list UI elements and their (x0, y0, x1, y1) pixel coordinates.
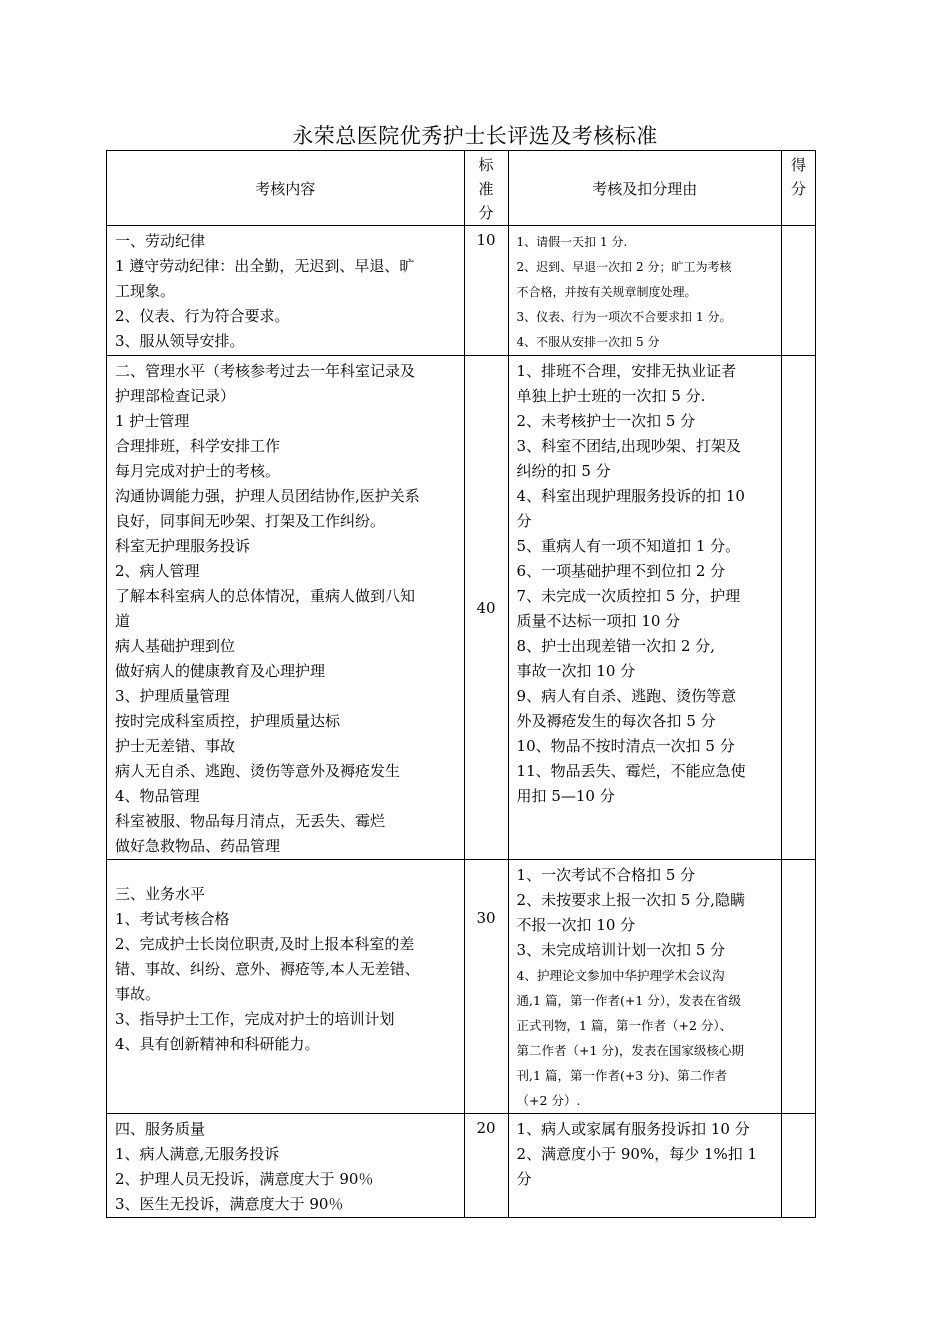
content-cell (107, 226, 465, 356)
content-line: 了解本科室病人的总体情况，重病人做到八知 (115, 587, 416, 605)
standard-cell (464, 1114, 508, 1218)
standard-cell (464, 860, 508, 1114)
header-standard (464, 151, 508, 226)
reason-line: 正式刊物，1 篇，第一作者（+2 分）、 (516, 1018, 733, 1033)
content-line: 3、指导护士工作，完成对护士的培训计划 (115, 1010, 395, 1028)
header-reason: 考核及扣分理由 (508, 151, 781, 226)
content-line: 4、具有创新精神和科研能力。 (115, 1035, 320, 1053)
content-line: 科室无护理服务投诉 (115, 537, 251, 555)
standard-cell (464, 356, 508, 860)
score-cell[interactable] (781, 1114, 815, 1218)
content-line: 1、考试考核合格 (115, 910, 230, 928)
content-line: 2、护理人员无投诉，满意度大于 90％ (115, 1170, 374, 1188)
header-score-char: 分 (790, 180, 806, 198)
header-score-char: 得 (790, 156, 806, 174)
content-line: 病人基础护理到位 (115, 637, 236, 655)
reason-line: 3、科室不团结,出现吵架、打架及 (516, 437, 741, 455)
reason-line: 2、迟到、早退一次扣 2 分；旷工为考核 (516, 260, 732, 274)
content-cell (107, 1114, 465, 1218)
score-cell[interactable] (781, 860, 815, 1114)
reason-line: 1、请假一天扣 1 分. (516, 235, 628, 249)
content-line: 按时完成科室质控，护理质量达标 (115, 712, 341, 730)
content-line: 3、护理质量管理 (115, 687, 230, 705)
content-line: 三、业务水平 (115, 885, 206, 903)
reason-line: 3、仪表、行为一项次不合要求扣 1 分。 (516, 310, 732, 324)
reason-line: 9、病人有自杀、逃跑、烫伤等意 (516, 687, 737, 705)
content-line: 1 遵守劳动纪律：出全勤，无迟到、早退、旷 (115, 257, 415, 275)
reason-line: 2、未按要求上报一次扣 5 分,隐瞒 (516, 891, 745, 909)
content-cell (107, 356, 465, 860)
reason-line: 单独上护士班的一次扣 5 分. (516, 387, 706, 405)
content-line: 2、仪表、行为符合要求。 (115, 307, 290, 325)
content-line: 事故。 (115, 985, 161, 1003)
reason-line: 6、一项基础护理不到位扣 2 分 (516, 562, 726, 580)
reason-line: 8、护士出现差错一次扣 2 分, (516, 637, 715, 655)
content-line: 2、病人管理 (115, 562, 200, 580)
reason-line: 事故一次扣 10 分 (516, 662, 636, 680)
reason-cell (508, 1114, 781, 1218)
standard-cell (464, 226, 508, 356)
reason-line: 5、重病人有一项不知道扣 1 分。 (516, 537, 741, 555)
header-score (781, 151, 815, 226)
content-line: 工现象。 (115, 282, 176, 300)
reason-line: 3、未完成培训计划一次扣 5 分 (516, 941, 726, 959)
reason-line: 纠纷的扣 5 分 (516, 462, 611, 480)
table-row (107, 1114, 816, 1218)
content-line: 每月完成对护士的考核。 (115, 462, 281, 480)
content-line: 合理排班，科学安排工作 (115, 437, 281, 455)
reason-line: 质量不达标一项扣 10 分 (516, 612, 681, 630)
reason-line: 用扣 5—10 分 (516, 787, 615, 805)
table-row (107, 226, 816, 356)
content-line: 沟通协调能力强，护理人员团结协作,医护关系 (115, 487, 420, 505)
content-line: 二、管理水平（考核参考过去一年科室记录及 (115, 362, 416, 380)
reason-line: 第二作者（+1 分)，发表在国家级核心期 (516, 1043, 744, 1058)
standard-score: 30 (476, 909, 496, 927)
table-row (107, 860, 816, 1114)
content-line: 护士无差错、事故 (115, 737, 236, 755)
reason-line: 10、物品不按时清点一次扣 5 分 (516, 737, 735, 755)
reason-line: 分 (516, 512, 532, 530)
content-line: 3、服从领导安排。 (115, 332, 245, 350)
content-line: 错、事故、纠纷、意外、褥疮等,本人无差错、 (115, 960, 420, 978)
page-title: 永荣总医院优秀护士长评选及考核标准 (292, 124, 658, 148)
header-standard-char: 标 (478, 156, 494, 174)
score-cell[interactable] (781, 226, 815, 356)
reason-cell (508, 356, 781, 860)
reason-line: 4、不服从安排一次扣 5 分 (516, 335, 660, 349)
reason-line: 4、护理论文参加中华护理学术会议沟 (516, 968, 725, 983)
standard-score: 10 (476, 231, 496, 249)
reason-line: （+2 分）. (516, 1093, 581, 1108)
content-line: 3、医生无投诉，满意度大于 90％ (115, 1195, 344, 1213)
reason-line: 1、病人或家属有服务投诉扣 10 分 (516, 1120, 750, 1138)
reason-line: 刊,1 篇，第一作者(+3 分)、第二作者 (516, 1068, 728, 1083)
reason-line: 不报一次扣 10 分 (516, 916, 636, 934)
header-content: 考核内容 (107, 151, 465, 226)
reason-line: 通,1 篇，第一作者(+1 分），发表在省级 (516, 993, 741, 1008)
table-row (107, 356, 816, 860)
content-cell (107, 860, 465, 1114)
reason-line: 不合格，并按有关规章制度处理。 (516, 285, 697, 299)
content-line: 病人无自杀、逃跑、烫伤等意外及褥疮发生 (115, 762, 401, 780)
header-standard-char: 分 (478, 204, 494, 222)
content-line: 做好病人的健康教育及心理护理 (115, 662, 326, 680)
content-line: 四、服务质量 (115, 1120, 206, 1138)
reason-cell (508, 860, 781, 1114)
reason-line: 1、排班不合理，安排无执业证者 (516, 362, 737, 380)
content-line: 护理部检查记录） (115, 387, 236, 405)
header-standard-char: 准 (478, 180, 494, 198)
content-line: 一、劳动纪律 (115, 232, 206, 250)
standard-score: 20 (476, 1119, 496, 1137)
reason-cell (508, 226, 781, 356)
evaluation-table (106, 150, 816, 1218)
content-line: 做好急救物品、药品管理 (115, 837, 281, 855)
score-cell[interactable] (781, 356, 815, 860)
reason-line: 1、一次考试不合格扣 5 分 (516, 866, 696, 884)
content-line: 科室被服、物品每月清点，无丢失、霉烂 (115, 812, 386, 830)
standard-score: 40 (476, 598, 496, 617)
reason-line: 11、物品丢失、霉烂，不能应急使 (516, 762, 746, 780)
content-line: 1、病人满意,无服务投诉 (115, 1145, 280, 1163)
reason-line: 2、满意度小于 90%，每少 1%扣 1 (516, 1145, 758, 1163)
content-line: 良好，同事间无吵架、打架及工作纠纷。 (115, 512, 386, 530)
table-header-row (107, 151, 816, 226)
content-line: 道 (115, 612, 131, 630)
reason-line: 2、未考核护士一次扣 5 分 (516, 412, 696, 430)
reason-line: 7、未完成一次质控扣 5 分，护理 (516, 587, 741, 605)
content-line: 1 护士管理 (115, 412, 190, 430)
reason-line: 外及褥疮发生的每次各扣 5 分 (516, 712, 716, 730)
content-line: 4、物品管理 (115, 787, 200, 805)
reason-line: 4、科室出现护理服务投诉的扣 10 (516, 487, 745, 505)
content-line: 2、完成护士长岗位职责,及时上报本科室的差 (115, 935, 415, 953)
reason-line: 分 (516, 1170, 532, 1188)
